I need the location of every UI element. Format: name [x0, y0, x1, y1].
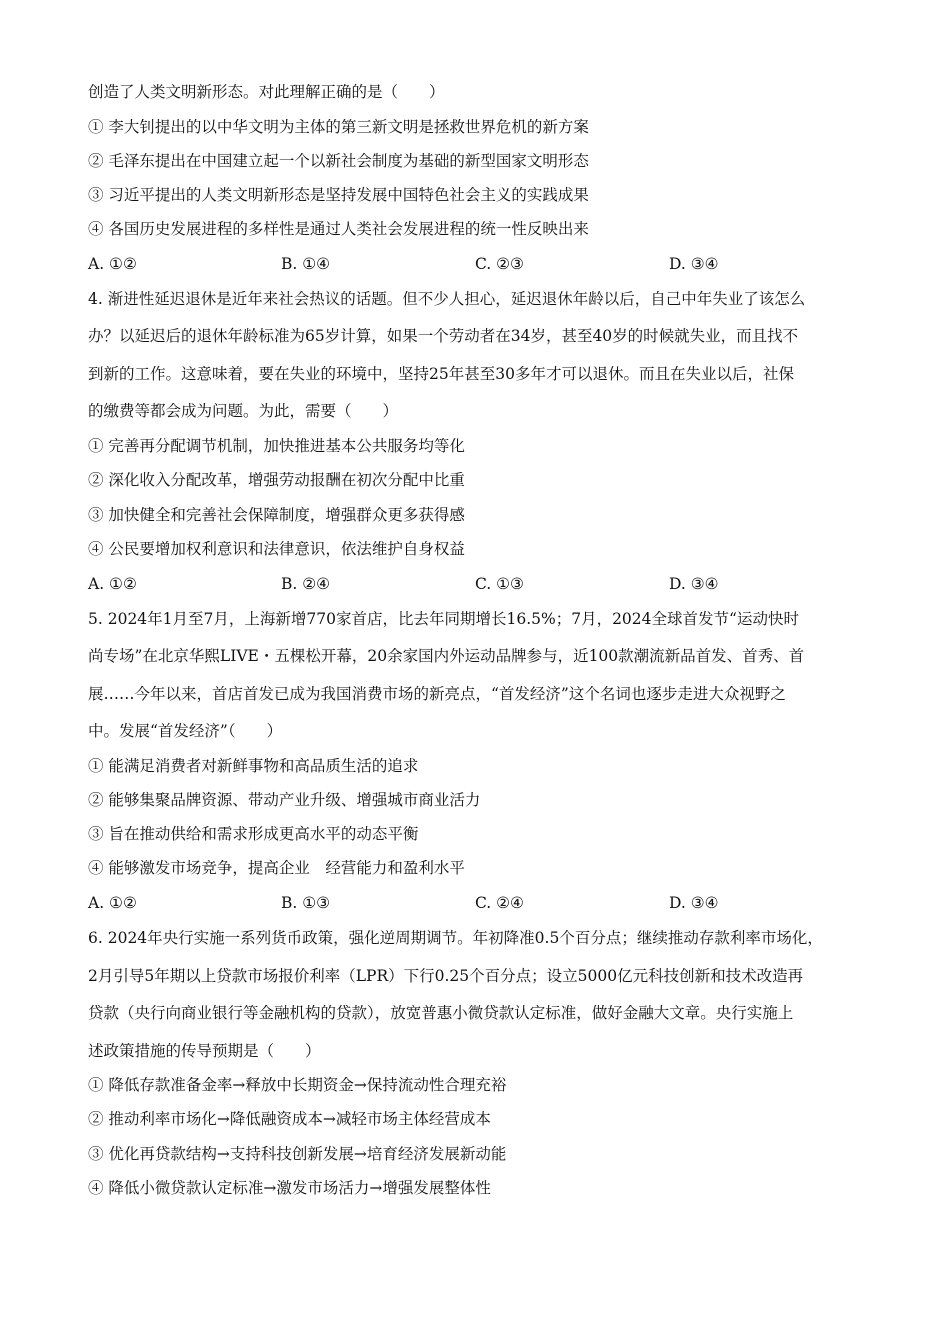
q3-stem-line: 创造了人类文明新形态。对此理解正确的是（ ） [88, 83, 445, 101]
q5-item-1: ① 能满足消费者对新鲜事物和高品质生活的追求 [88, 757, 419, 775]
q3-option-d[interactable]: D. ③④ [669, 255, 719, 273]
q4-stem-line-2: 办？以延迟后的退休年龄标准为65岁计算，如果一个劳动者在34岁，甚至40岁的时候就失业，而且找不 [88, 327, 799, 345]
q4-option-d[interactable]: D. ③④ [669, 575, 719, 593]
q5-option-a[interactable]: A. ①② [88, 894, 137, 912]
q4-stem-line-3: 到新的工作。这意味着，要在失业的环境中，坚持25年甚至30多年才可以退休。而且在失业以后，社保 [88, 365, 794, 383]
q5-item-4: ④ 能够激发市场竞争，提高企业 经营能力和盈利水平 [88, 859, 465, 877]
q6-stem-line-3: 贷款（央行向商业银行等金融机构的贷款），放宽普惠小微贷款认定标准，做好金融大文章。央行实施上 [88, 1004, 794, 1022]
q3-option-a[interactable]: A. ①② [88, 255, 137, 273]
q3-option-b[interactable]: B. ①④ [281, 255, 331, 273]
q4-stem-line-1: 4. 渐进性延迟退休是近年来社会热议的话题。但不少人担心，延迟退休年龄以后，自己中年失业了该怎么 [88, 290, 806, 308]
q3-item-2: ② 毛泽东提出在中国建立起一个以新社会制度为基础的新型国家文明形态 [88, 152, 589, 170]
q4-option-c[interactable]: C. ①③ [475, 575, 524, 593]
q5-stem-line-2: 尚专场”在北京华熙LIVE・五棵松开幕，20余家国内外运动品牌参与，近100款潮流新品首发、首秀、首 [88, 647, 805, 665]
q5-option-d[interactable]: D. ③④ [669, 894, 719, 912]
q6-stem-line-1: 6. 2024年央行实施一系列货币政策，强化逆周期调节。年初降准0.5个百分点；继续推动存款利率市场化， [88, 929, 823, 947]
q4-options [88, 574, 868, 594]
q5-option-b[interactable]: B. ①③ [281, 894, 331, 912]
q4-stem-line-4: 的缴费等都会成为问题。为此，需要（ ） [88, 402, 399, 420]
q4-item-3: ③ 加快健全和完善社会保障制度，增强群众更多获得感 [88, 506, 465, 524]
q6-item-2: ② 推动利率市场化→降低融资成本→减轻市场主体经营成本 [88, 1110, 491, 1128]
q5-option-c[interactable]: C. ②④ [475, 894, 524, 912]
q4-option-b[interactable]: B. ②④ [281, 575, 331, 593]
q3-option-c[interactable]: C. ②③ [475, 255, 524, 273]
q4-item-1: ① 完善再分配调节机制，加快推进基本公共服务均等化 [88, 437, 465, 455]
q5-item-3: ③ 旨在推动供给和需求形成更高水平的动态平衡 [88, 825, 419, 843]
q6-item-3: ③ 优化再贷款结构→支持科技创新发展→培育经济发展新动能 [88, 1145, 507, 1163]
q3-item-3: ③ 习近平提出的人类文明新形态是坚持发展中国特色社会主义的实践成果 [88, 186, 589, 204]
q5-stem-line-3: 展……今年以来，首店首发已成为我国消费市场的新亮点，“首发经济”这个名词也逐步走进大众视野之 [88, 685, 786, 703]
q5-stem-line-4: 中。发展“首发经济”（ ） [88, 722, 283, 740]
q6-stem-line-2: 2月引导5年期以上贷款市场报价利率（LPR）下行0.25个百分点；设立5000亿元科技创新和技术改造再 [88, 967, 804, 985]
q3-item-1: ① 李大钊提出的以中华文明为主体的第三新文明是拯救世界危机的新方案 [88, 118, 589, 136]
q5-stem-line-1: 5. 2024年1月至7月，上海新增770家首店，比去年同期增长16.5%；7月，2024全球首发节“运动快时 [88, 610, 799, 628]
q6-item-1: ① 降低存款准备金率→释放中长期资金→保持流动性合理充裕 [88, 1076, 507, 1094]
q4-item-2: ② 深化收入分配改革，增强劳动报酬在初次分配中比重 [88, 471, 465, 489]
q6-stem-line-4: 述政策措施的传导预期是（ ） [88, 1042, 321, 1060]
q6-item-4: ④ 降低小微贷款认定标准→激发市场活力→增强发展整体性 [88, 1179, 491, 1197]
q5-options [88, 893, 868, 913]
q4-item-4: ④ 公民要增加权利意识和法律意识，依法维护自身权益 [88, 540, 465, 558]
q3-item-4: ④ 各国历史发展进程的多样性是通过人类社会发展进程的统一性反映出来 [88, 220, 589, 238]
q3-options [88, 254, 868, 274]
q5-item-2: ② 能够集聚品牌资源、带动产业升级、增强城市商业活力 [88, 791, 481, 809]
q4-option-a[interactable]: A. ①② [88, 575, 137, 593]
